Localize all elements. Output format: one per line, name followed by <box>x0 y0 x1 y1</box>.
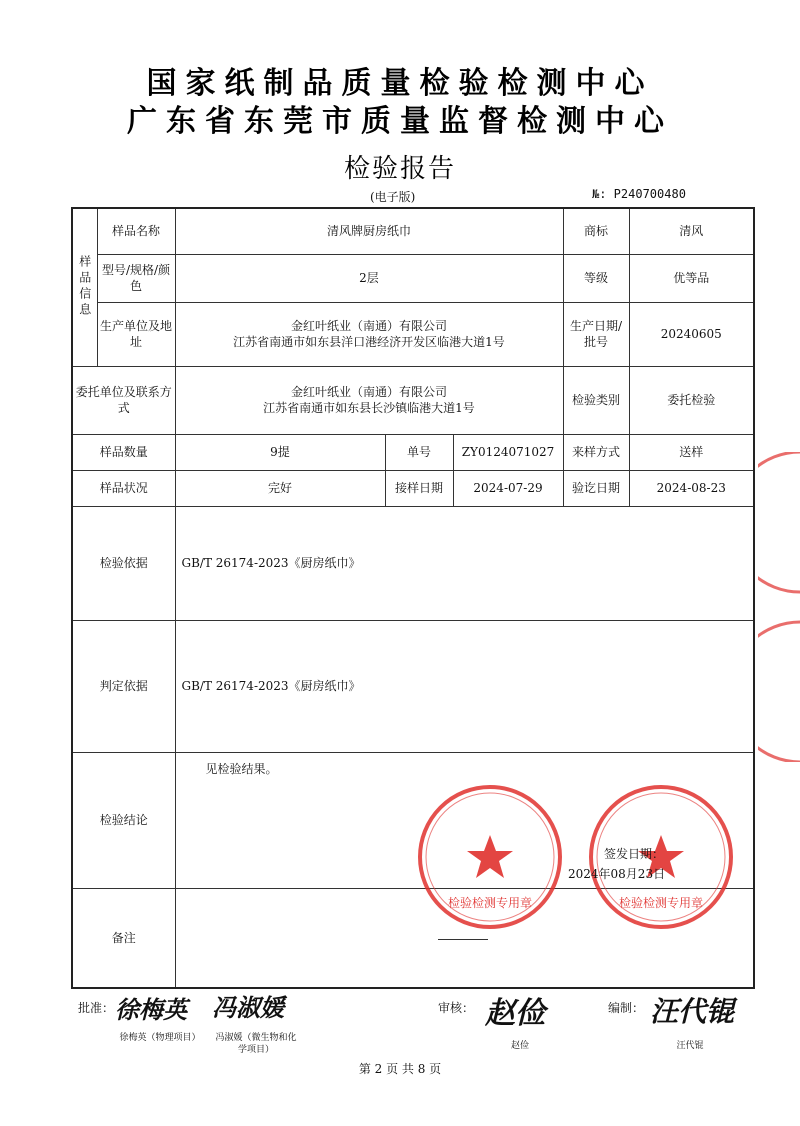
model-label: 型号/规格/颜色 <box>97 254 175 302</box>
client-cell <box>175 366 563 434</box>
test-type-value: 委托检验 <box>629 366 754 434</box>
sample-info-cell <box>72 208 97 366</box>
seal-caption-right: 检验检测专用章 <box>618 896 704 910</box>
grade-value: 优等品 <box>629 254 754 302</box>
completed-date: 2024-08-23 <box>629 470 754 506</box>
table-row <box>72 506 754 620</box>
producer-name: 金红叶纸业（南通）有限公司 <box>290 319 447 333</box>
edition-label: (电子版) <box>370 190 416 204</box>
review-label: 审核： <box>438 1001 475 1015</box>
seal-stamp-dongguan <box>416 783 564 931</box>
grade-label: 等级 <box>563 254 629 302</box>
test-type-label: 检验类别 <box>563 366 629 434</box>
basis-label: 检验依据 <box>72 506 175 620</box>
conclusion-value: 见检验结果。 <box>175 752 754 888</box>
issue-date: 2024年08月23日 <box>568 867 666 881</box>
sample-name-label: 样品名称 <box>97 208 175 254</box>
producer-address: 江苏省南通市如东县洋口港经济开发区临港大道1号 <box>233 335 505 349</box>
approver1-signature: 徐梅英 <box>115 995 187 1024</box>
client-label: 委托单位及联系方式 <box>72 366 175 434</box>
compiler-name: 汪代锟 <box>676 1041 704 1051</box>
producer-label: 生产单位及地址 <box>97 302 175 366</box>
compile-label: 编制： <box>608 1001 645 1015</box>
compiler-signature: 汪代锟 <box>650 995 735 1028</box>
issue-stamp-label: 签发日期： <box>604 847 665 861</box>
condition-value: 完好 <box>175 470 385 506</box>
sample-info-label: 样品信息 <box>77 255 92 320</box>
client-address: 江苏省南通市如东县长沙镇临港大道1号 <box>263 401 475 415</box>
prod-date-label: 生产日期/批号 <box>563 302 629 366</box>
received-date: 2024-07-29 <box>453 470 563 506</box>
reviewer-signature: 赵俭 <box>485 996 545 1031</box>
delivery-value: 送样 <box>629 434 754 470</box>
conclusion-label: 检验结论 <box>72 752 175 888</box>
approve-label: 批准： <box>78 1001 115 1015</box>
judge-value: GB/T 26174-2023《厨房纸巾》 <box>175 620 754 752</box>
reviewer-name: 赵俭 <box>510 1041 529 1051</box>
table-row <box>72 434 754 470</box>
org-name-line1: 国家纸制品质量检验检测中心 <box>146 66 654 101</box>
edge-seal-partial <box>758 452 800 762</box>
client-name: 金红叶纸业（南通）有限公司 <box>290 385 447 399</box>
producer-cell <box>175 302 563 366</box>
approver2-signature: 冯淑媛 <box>212 993 284 1022</box>
seal-caption-left: 检验检测专用章 <box>447 896 533 910</box>
model-value: 2层 <box>175 254 563 302</box>
table-row <box>72 470 754 506</box>
remark-label: 备注 <box>72 888 175 988</box>
completed-label: 验讫日期 <box>563 470 629 506</box>
condition-label: 样品状况 <box>72 470 175 506</box>
sample-name-value: 清风牌厨房纸巾 <box>175 208 563 254</box>
approver2-name-line1: 冯淑媛（微生物和化 <box>215 1033 297 1043</box>
received-label: 接样日期 <box>385 470 453 506</box>
table-row <box>72 254 754 302</box>
page-footer: 第 2 页 共 8 页 <box>358 1062 442 1076</box>
underline-mark <box>438 939 488 940</box>
order-no-label: 单号 <box>385 434 453 470</box>
report-title: 检验报告 <box>343 154 456 184</box>
prod-date-value: 20240605 <box>629 302 754 366</box>
table-row <box>72 366 754 434</box>
delivery-label: 来样方式 <box>563 434 629 470</box>
table-row <box>72 620 754 752</box>
order-no-value: ZY0124071027 <box>453 434 563 470</box>
approver2-name-line2: 学项目） <box>237 1045 274 1055</box>
trademark-value: 清风 <box>629 208 754 254</box>
trademark-label: 商标 <box>563 208 629 254</box>
approver1-name: 徐梅英（物理项目） <box>119 1033 201 1043</box>
qty-value: 9提 <box>175 434 385 470</box>
org-name-line2: 广东省东莞市质量监督检测中心 <box>127 104 673 139</box>
report-number: №: P240700480 <box>592 187 686 201</box>
qty-label: 样品数量 <box>72 434 175 470</box>
basis-value: GB/T 26174-2023《厨房纸巾》 <box>175 506 754 620</box>
table-row <box>72 302 754 366</box>
judge-label: 判定依据 <box>72 620 175 752</box>
table-row <box>72 208 754 254</box>
